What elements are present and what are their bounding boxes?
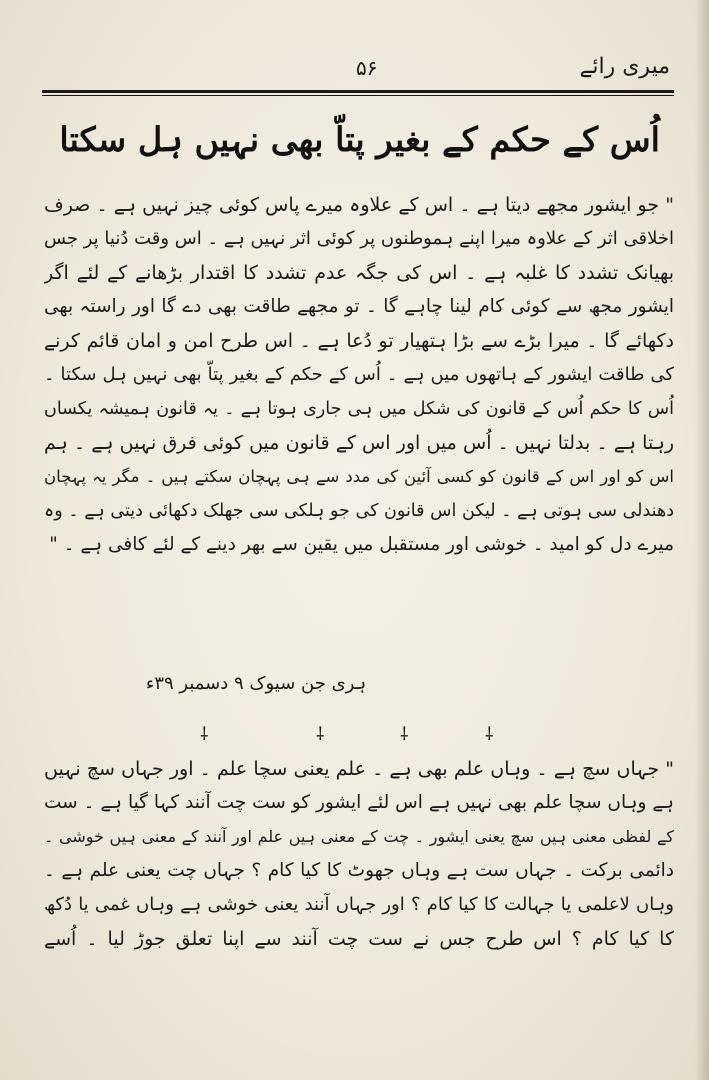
- text-line: میرے دل کو امید ۔ خوشی اور مستقبل میں یقین سے بھر دینے کے لئے کافی ہے ۔ ": [49, 534, 674, 555]
- paragraph-2: [44, 752, 674, 956]
- running-title: میری رائے: [579, 54, 670, 79]
- text-line: اُس کا حکم اُس کے قانون کی شکل میں ہی جاری ہوتا ہے ۔ یہ قانون ہمیشہ یکساں: [44, 399, 674, 419]
- text-line: کا کیا کام ؟ اس طرح جس نے ست چت آنند سے اپنا تعلق جوڑ لیا ۔ اُسے: [44, 928, 674, 950]
- source-signature: ہری جن سیوک ۹ دسمبر ۳۹ء: [145, 673, 367, 694]
- text-line: کی طاقت ایشور کے ہاتھوں میں ہے ۔ اُس کے حکم کے بغیر پتاّ بھی نہیں ہل سکتا ۔: [44, 364, 674, 385]
- text-line: اس کو اور اس کے قانون کو کسی آئین کی مدد سے ہی پہچان سکتے ہیں ۔ مگر یہ پہچان: [44, 467, 674, 486]
- text-line: وہاں لاعلمی یا جہالت کا کیا کام ؟ اور جہاں آنند یعنی خوشی ہے وہاں غمی یا دُکھ: [44, 894, 674, 915]
- text-line: دھندلی سی ہوتی ہے ۔ لیکن اس قانون کی جو ہلکی سی جھلک دکھائی دیتی ہے ۔ وہ: [44, 501, 674, 521]
- section-divider: [0, 722, 709, 746]
- text-line: دائمی برکت ۔ جہاں ست ہے وہاں جھوٹ کا کیا کام ؟ جہاں چت یعنی علم ہے ۔: [44, 860, 674, 881]
- page-header: [38, 54, 678, 90]
- text-line: رہتا ہے ۔ بدلتا نہیں ۔ اُس میں اور اس کے قانون میں کوئی فرق نہیں ہے ۔ ہم: [44, 432, 674, 454]
- header-rule: [42, 90, 674, 93]
- text-line: " جو ایشور مجھے دیتا ہے ۔ اس کے علاوہ میرے پاس کوئی چیز نہیں ہے ۔ صرف: [44, 194, 674, 216]
- page-edge-shadow: [695, 0, 709, 1080]
- ornament-mark: ⸸: [316, 724, 325, 745]
- text-line: اخلاقی اثر کے علاوہ میرا اپنے ہموطنوں پر کوئی اثر نہیں ہے ۔ اس وقت دُنیا پر جس: [44, 228, 674, 249]
- ornament-mark: ⸸: [485, 724, 494, 745]
- text-line: دکھائے گا ۔ میرا بڑے سے بڑا ہتھیار تو دُعا ہے ۔ اس طرح امن و امان قائم کرنے: [44, 330, 674, 352]
- page-number: ۵۶: [356, 56, 378, 80]
- text-line: بھیانک تشدد کا غلبہ ہے ۔ اس کی جگہ عدم تشدد کا اقتدار بڑھانے کے لئے اگر: [44, 262, 674, 284]
- section-headline: اُس کے حکم کے بغیر پتاّ بھی نہیں ہل سکتا: [59, 120, 660, 159]
- text-line: ہے وہاں سچا علم بھی نہیں ہے اس لئے ایشور کو ست چت آنند کہا گیا ہے ۔ ست: [44, 792, 674, 813]
- text-line: " جہاں سچ ہے ۔ وہاں علم بھی ہے ۔ علم یعنی سچا علم ۔ اور جہاں سچ نہیں: [44, 758, 674, 780]
- ornament-mark: ⸸: [400, 724, 409, 745]
- paragraph-1: [44, 188, 674, 562]
- header-rule-thin: [42, 95, 674, 96]
- ornament-mark: ⸸: [200, 724, 209, 745]
- text-line: ایشور مجھ سے کوئی کام لینا چاہے گا ۔ تو مجھے طاقت بھی دے گا اور راستہ بھی: [44, 296, 674, 317]
- text-line: کے لفظی معنی ہیں سچ یعنی ایشور ۔ چت کے معنی ہیں علم اور آنند کے معنی ہیں خوشی ۔: [44, 827, 674, 846]
